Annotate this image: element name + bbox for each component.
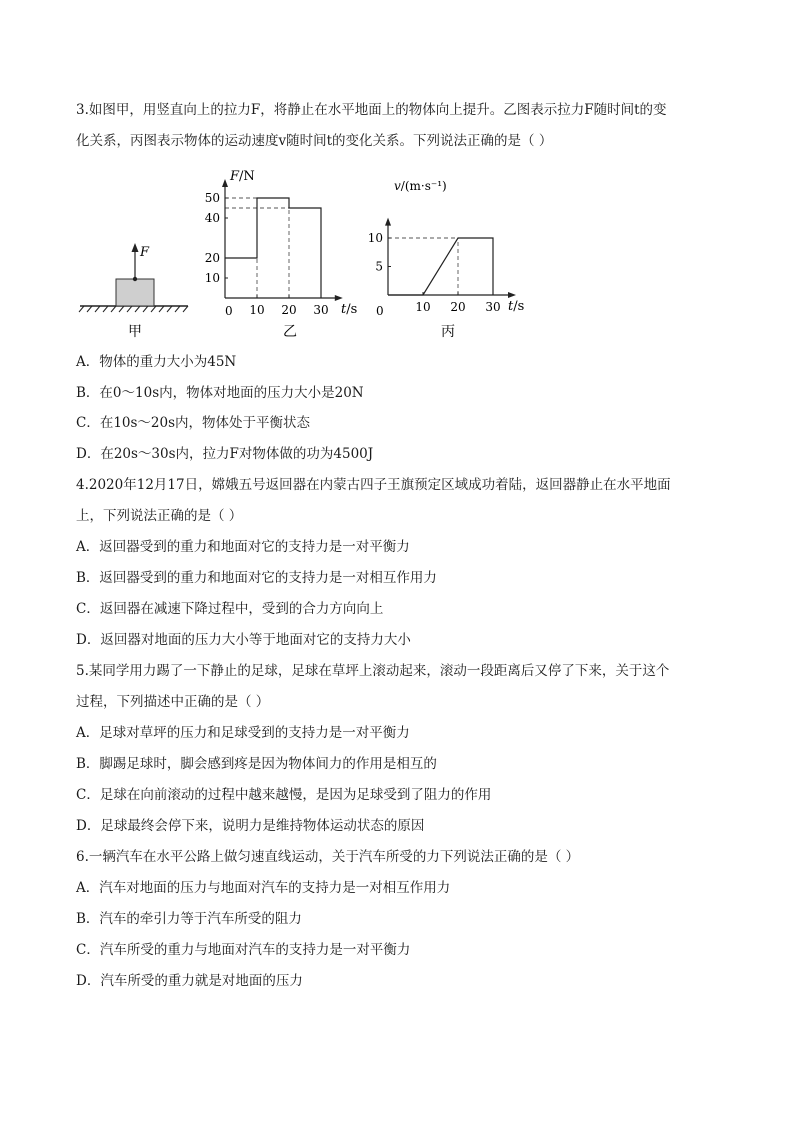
q5-option-b: B．脚踢足球时，脚会感到疼是因为物体间力的作用是相互的 bbox=[76, 756, 437, 772]
caption-yi: 乙 bbox=[283, 324, 297, 340]
x-tick-label: 20 bbox=[450, 300, 466, 314]
y-tick-label: 10 bbox=[367, 231, 383, 245]
q6-stem-line-1: 6.一辆汽车在水平公路上做匀速直线运动，关于汽车所受的力下列说法正确的是（ ） bbox=[76, 849, 580, 865]
x-tick-label: 30 bbox=[485, 300, 501, 314]
q6-option-d: D．汽车所受的重力就是对地面的压力 bbox=[76, 973, 303, 989]
figure-bing bbox=[368, 179, 525, 340]
ground-hatching bbox=[79, 306, 188, 312]
x-tick-label: 10 bbox=[415, 300, 431, 314]
caption-bing: 丙 bbox=[441, 324, 455, 340]
q5-stem-line-2: 过程，下列描述中正确的是（ ） bbox=[76, 694, 270, 710]
q5-option-a: A．足球对草坪的压力和足球受到的支持力是一对平衡力 bbox=[76, 725, 410, 741]
bing-x-axis-label: t/s bbox=[508, 299, 525, 314]
y-tick-label: 50 bbox=[204, 191, 220, 205]
q3-option-b: B．在0～10s内，物体对地面的压力大小是20N bbox=[76, 385, 364, 401]
x-tick-label: 20 bbox=[281, 303, 297, 317]
force-arrow-head bbox=[132, 243, 139, 252]
x-tick-label: 30 bbox=[313, 303, 329, 317]
q4-option-a: A．返回器受到的重力和地面对它的支持力是一对平衡力 bbox=[76, 539, 410, 555]
q6-option-c: C．汽车所受的重力与地面对汽车的支持力是一对平衡力 bbox=[76, 942, 411, 958]
y-tick-label: 5 bbox=[375, 259, 383, 274]
y-axis-arrow bbox=[385, 218, 391, 226]
figure-jia bbox=[79, 243, 188, 340]
q6-option-a: A．汽车对地面的压力与地面对汽车的支持力是一对相互作用力 bbox=[76, 880, 451, 896]
q5-option-d: D．足球最终会停下来，说明力是维持物体运动状态的原因 bbox=[76, 818, 425, 834]
data-series-line bbox=[388, 238, 493, 295]
data-series-line bbox=[225, 198, 321, 298]
q5-option-c: C．足球在向前滚动的过程中越来越慢，是因为足球受到了阻力的作用 bbox=[76, 787, 492, 803]
q3-stem-line-2: 化关系，丙图表示物体的运动速度v随时间t的变化关系。下列说法正确的是（ ） bbox=[76, 133, 553, 149]
q3-option-a: A．物体的重力大小为45N bbox=[76, 354, 237, 370]
q4-option-d: D．返回器对地面的压力大小等于地面对它的支持力大小 bbox=[76, 632, 411, 648]
x-axis-arrow bbox=[335, 295, 343, 301]
caption-jia: 甲 bbox=[128, 324, 142, 340]
x-axis-arrow bbox=[508, 292, 516, 298]
q4-option-c: C．返回器在减速下降过程中，受到的合力方向向上 bbox=[76, 601, 384, 617]
y-axis-arrow bbox=[222, 179, 228, 187]
q3-option-c: C．在10s～20s内，物体处于平衡状态 bbox=[76, 415, 311, 431]
yi-origin-label: 0 bbox=[225, 304, 233, 318]
y-tick-label: 20 bbox=[204, 251, 220, 265]
y-tick-label: 10 bbox=[204, 271, 220, 285]
q5-stem-line-1: 5.某同学用力踢了一下静止的足球，足球在草坪上滚动起来，滚动一段距离后又停了下来，关于这个 bbox=[76, 663, 670, 679]
q3-option-d: D．在20s～30s内，拉力F对物体做的功为4500J bbox=[76, 446, 374, 462]
q4-option-b: B．返回器受到的重力和地面对它的支持力是一对相互作用力 bbox=[76, 570, 437, 586]
q4-stem-line-2: 上，下列说法正确的是（ ） bbox=[76, 508, 243, 524]
q3-stem-line-1: 3.如图甲，用竖直向上的拉力F，将静止在水平地面上的物体向上提升。乙图表示拉力F随时间t的变 bbox=[76, 102, 667, 118]
bing-y-axis-label: v/(m·s⁻¹) bbox=[394, 179, 447, 193]
figure-yi bbox=[205, 169, 358, 340]
x-tick-label: 10 bbox=[249, 303, 265, 317]
block-object bbox=[116, 279, 154, 306]
force-label: F bbox=[140, 245, 150, 260]
q3-figures bbox=[70, 168, 540, 343]
yi-y-axis-label: F/N bbox=[230, 169, 255, 184]
q6-option-b: B．汽车的牵引力等于汽车所受的阻力 bbox=[76, 911, 302, 927]
yi-x-axis-label: t/s bbox=[341, 302, 358, 317]
q4-stem-line-1: 4.2020年12月17日，嫦娥五号返回器在内蒙古四子王旗预定区域成功着陆，返回器静止在水平地面 bbox=[76, 477, 671, 493]
y-tick-label: 40 bbox=[204, 211, 220, 225]
bing-origin-label: 0 bbox=[376, 304, 384, 318]
